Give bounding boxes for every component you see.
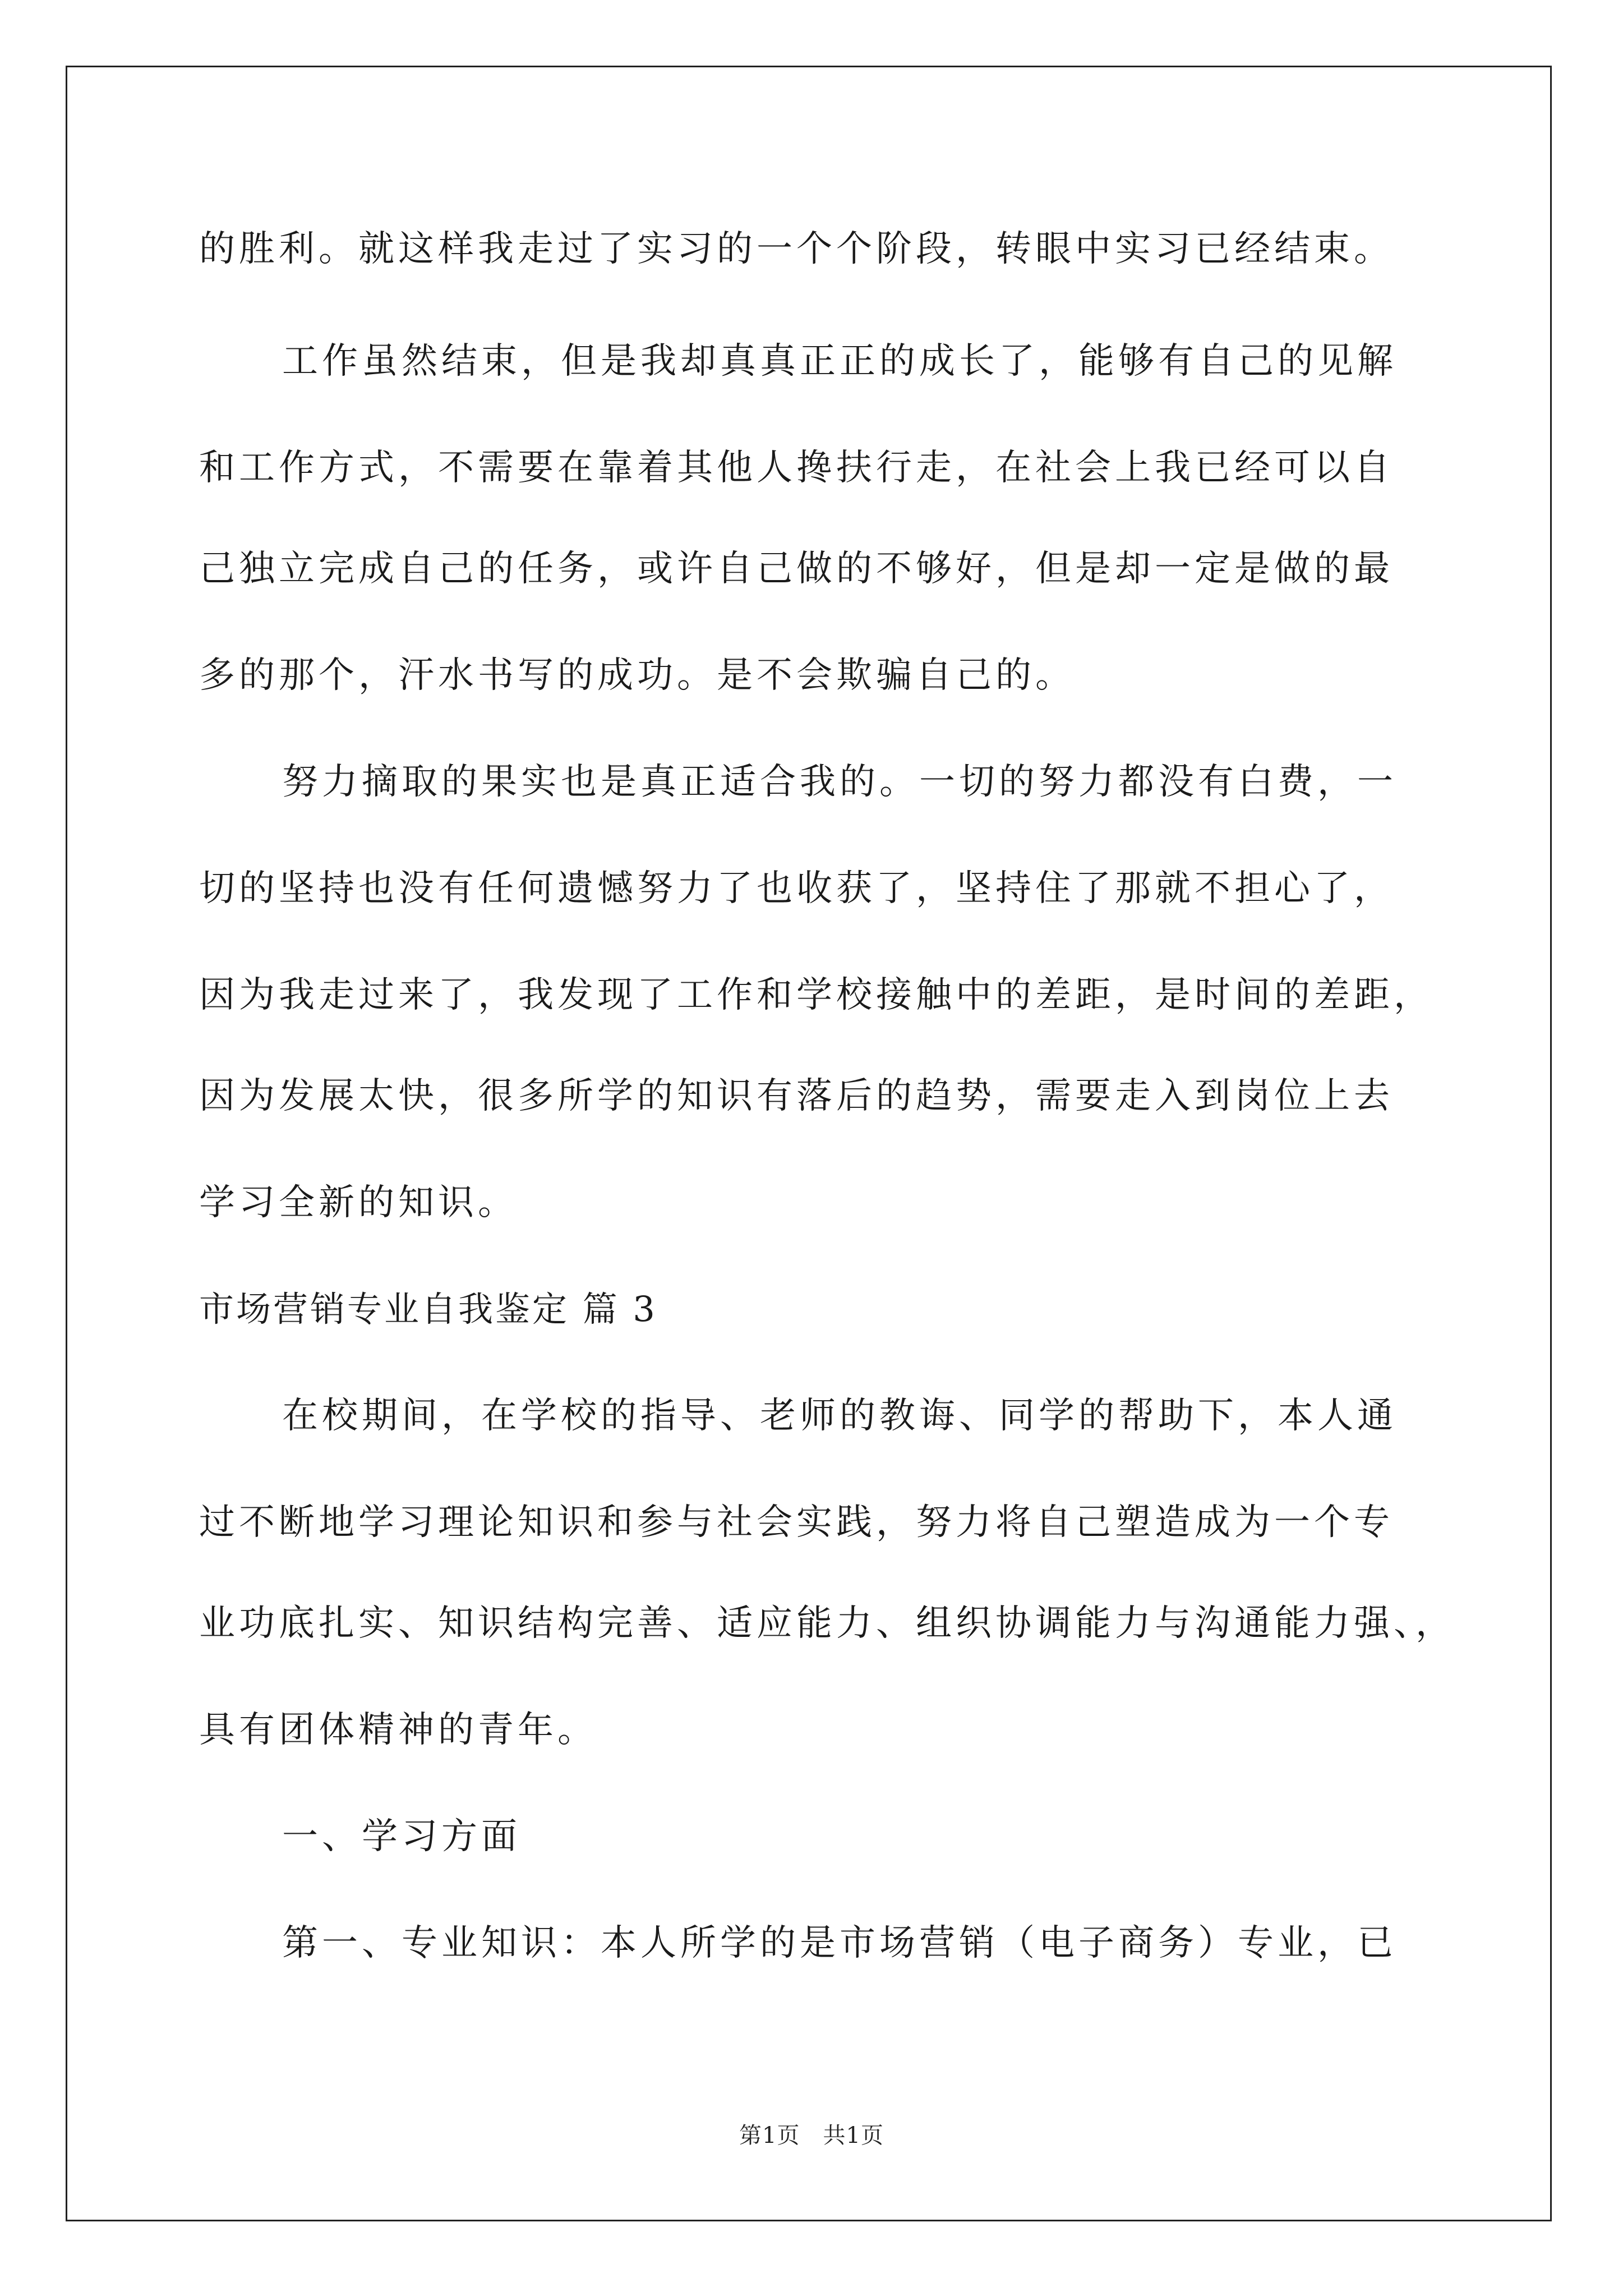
text-line: 己独立完成自己的任务，或许自己做的不够好，但是却一定是做的最 (199, 548, 1394, 590)
text-line: 努力摘取的果实也是真正适合我的。一切的努力都没有白费，一 (282, 761, 1397, 803)
text-line: 工作虽然结束，但是我却真真正正的成长了，能够有自己的见解 (282, 341, 1397, 382)
subsection-heading: 一、学习方面 (282, 1816, 521, 1857)
page-footer: 第1页 共1页 (739, 2123, 884, 2148)
text-line: 切的坚持也没有任何遗憾努力了也收获了，坚持住了那就不担心了， (199, 868, 1394, 909)
text-line: 业功底扎实、知识结构完善、适应能力、组织协调能力与沟通能力强、， (199, 1603, 1455, 1644)
text-line: 第一、专业知识：本人所学的是市场营销（电子商务）专业，已 (282, 1922, 1397, 1964)
text-line: 和工作方式，不需要在靠着其他人搀扶行走，在社会上我已经可以自 (199, 447, 1394, 489)
text-line: 多的那个，汗水书写的成功。是不会欺骗自己的。 (199, 655, 1075, 696)
text-line: 在校期间，在学校的指导、老师的教诲、同学的帮助下，本人通 (282, 1395, 1397, 1437)
section-heading: 市场营销专业自我鉴定 篇 3 (199, 1289, 657, 1329)
text-line: 因为我走过来了，我发现了工作和学校接触中的差距，是时间的差距， (199, 974, 1433, 1016)
text-line: 过不断地学习理论知识和参与社会实践，努力将自己塑造成为一个专 (199, 1502, 1394, 1543)
page-border (66, 66, 1552, 2221)
text-line: 因为发展太快，很多所学的知识有落后的趋势，需要走入到岗位上去 (199, 1075, 1394, 1117)
text-line: 具有团体精神的青年。 (199, 1709, 597, 1751)
text-line: 的胜利。就这样我走过了实习的一个个阶段，转眼中实习已经结束。 (199, 228, 1394, 270)
text-line: 学习全新的知识。 (199, 1182, 518, 1223)
